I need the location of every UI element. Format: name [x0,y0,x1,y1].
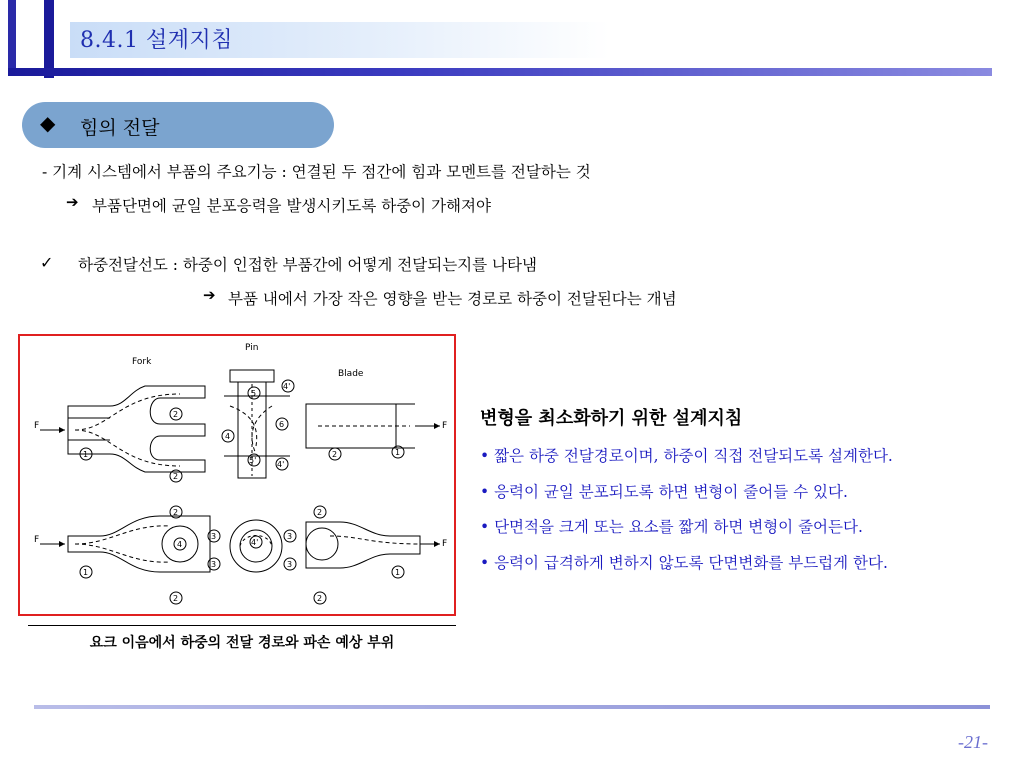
header-vertical-bar [44,0,54,78]
circle-label-5p: 5' [249,456,257,465]
page-title: 8.4.1 설계지침 [80,28,233,53]
caption-rule [28,625,456,626]
figure-frame [18,334,456,616]
circle-label-2d: 2 [173,508,179,517]
label-blade: Blade [338,369,364,379]
guideline-item-3: • 단면적을 크게 또는 요소를 짧게 하면 변형이 줄어든다. [480,518,863,536]
intro-line-3: 하중전달선도 : 하중이 인접한 부품간에 어떻게 전달되는지를 나타냄 [78,256,537,274]
circle-label-2c: 2 [332,450,338,459]
figure-caption: 요크 이음에서 하중의 전달 경로와 파손 예상 부위 [89,635,395,651]
circle-label-3b: 3 [211,560,217,569]
circle-label-3c: 3 [287,532,293,541]
label-force-1: F [34,421,40,431]
header-rule [8,68,992,76]
label-force-3: F [34,535,40,545]
circle-label-2b: 2 [173,472,179,481]
section-pill [22,102,334,148]
circle-label-4p: 4' [283,382,291,391]
circle-label-2e: 2 [173,594,179,603]
guideline-item-4: • 응력이 급격하게 변하지 않도록 단면변화를 부드럽게 한다. [480,554,888,572]
circle-label-2g: 2 [317,594,323,603]
intro-line-1: - 기계 시스템에서 부품의 주요기능 : 연결된 두 점간에 힘과 모멘트를 전달하는 것 [42,163,591,181]
label-force-4: F [442,539,448,549]
label-fork: Fork [132,357,152,367]
circle-label-1: 1 [83,450,89,459]
diamond-bullet-icon: ◆ [40,111,56,135]
label-pin: Pin [245,343,259,353]
circle-label-3: 3 [211,532,217,541]
section-title: 힘의 전달 [80,117,160,139]
intro-line-4: 부품 내에서 가장 작은 영향을 받는 경로로 하중이 전달된다는 개념 [228,290,677,308]
circle-label-4b: 4 [177,540,183,549]
yoke-joint-diagram [20,336,454,614]
circle-label-2f: 2 [317,508,323,517]
arrow-right-icon: ➔ [66,193,79,211]
arrow-right-icon: ➔ [203,286,216,304]
circle-label-4p-c: 4' [251,538,259,547]
page-number: -21- [958,732,988,752]
guidelines-title: 변형을 최소화하기 위한 설계지침 [480,408,743,429]
circle-label-5: 5 [251,389,257,398]
header-accent-bar [8,0,16,76]
checkmark-icon: ✓ [40,253,54,272]
guideline-item-2: • 응력이 균일 분포되도록 하면 변형이 줄어들 수 있다. [480,483,848,501]
circle-label-1c: 1 [83,568,89,577]
footer-rule [34,705,990,709]
circle-label-1b: 1 [395,448,401,457]
intro-line-2: 부품단면에 균일 분포응력을 발생시키도록 하중이 가해져야 [92,197,491,215]
circle-label-4: 4 [225,432,231,441]
label-force-2: F [442,421,448,431]
circle-label-3d: 3 [287,560,293,569]
circle-label-2: 2 [173,410,179,419]
guideline-item-1: • 짧은 하중 전달경로이며, 하중이 직접 전달되도록 설계한다. [480,447,893,465]
circle-label-6: 6 [279,420,285,429]
circle-label-4p-b: 4' [277,460,285,469]
circle-label-1d: 1 [395,568,401,577]
